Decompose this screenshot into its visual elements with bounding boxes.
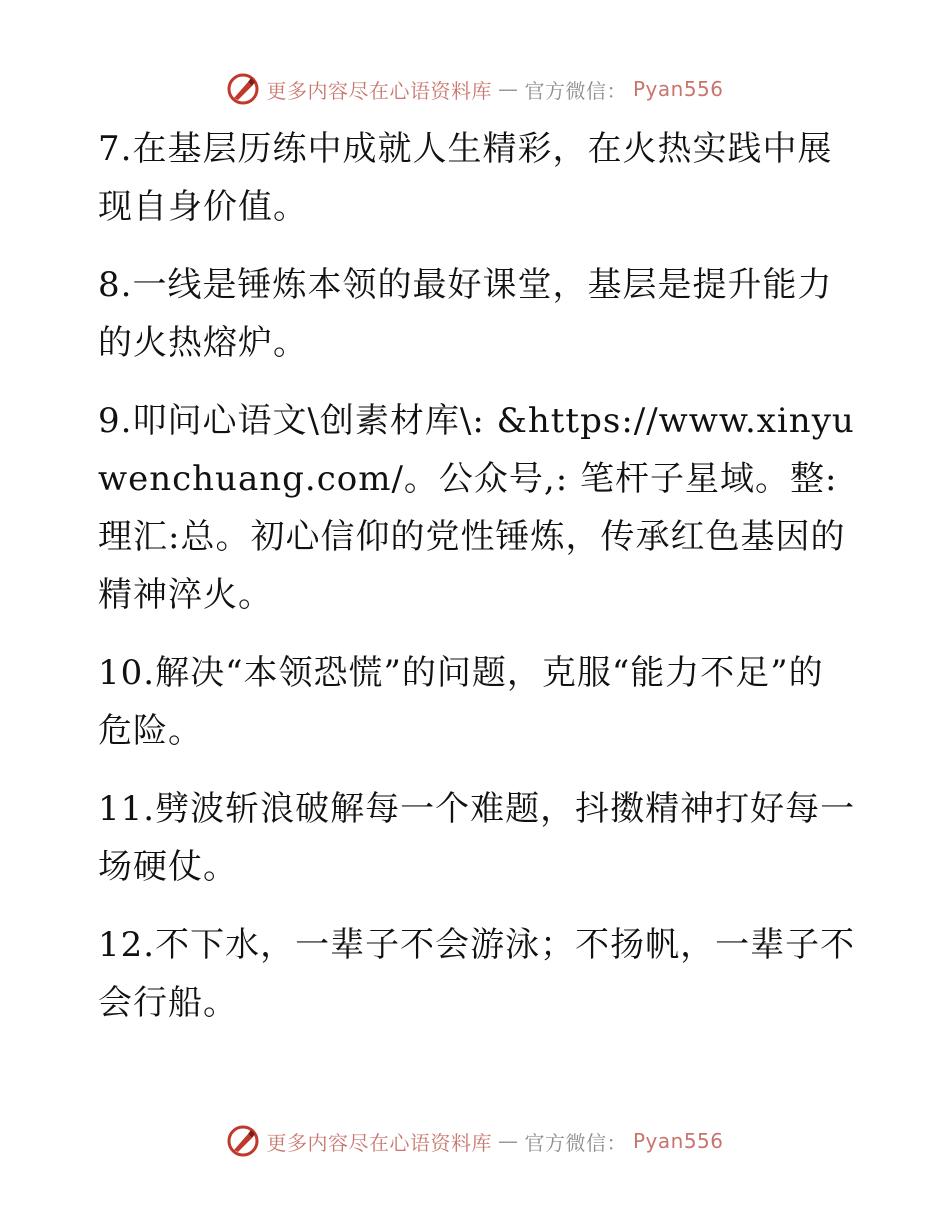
watermark-dash: —: [497, 1129, 519, 1153]
watermark-brand: 更多内容尽在心语资料库: [266, 1130, 492, 1155]
list-item: 10.解决“本领恐慌”的问题，克服“能力不足”的危险。: [98, 653, 824, 751]
pen-circle-logo-icon: [226, 1124, 260, 1158]
list-item: 11.劈波斩浪破解每一个难题，抖擞精神打好每一场硬仗。: [98, 789, 856, 887]
list-item: 7.在基层历练中成就人生精彩，在火热实践中展现自身价值。: [98, 129, 833, 227]
pen-circle-logo-icon: [226, 72, 260, 106]
document-body: [98, 120, 858, 1052]
watermark-wechat-label: 官方微信：: [524, 1130, 627, 1155]
list-item: 12.不下水，一辈子不会游泳；不扬帆，一辈子不会行船。: [98, 925, 856, 1023]
list-item: 8.一线是锤炼本领的最好课堂，基层是提升能力的火热熔炉。: [98, 265, 833, 363]
footer-watermark: [0, 1124, 950, 1158]
list-item: 9.叩问心语文\创素材库\: &https://www.xinyuwenchuang.com/。公众号,: 笔杆子星域。整:理汇:总。初心信仰的党性锤炼，传承红色基因的精神淬火。: [98, 401, 855, 615]
watermark-dash: —: [497, 77, 519, 101]
watermark-brand: 更多内容尽在心语资料库: [266, 78, 492, 103]
watermark-wechat-id: Pyan556: [632, 77, 724, 101]
watermark-wechat-id: Pyan556: [632, 1129, 724, 1153]
watermark-wechat-label: 官方微信：: [524, 78, 627, 103]
header-watermark: [0, 72, 950, 106]
